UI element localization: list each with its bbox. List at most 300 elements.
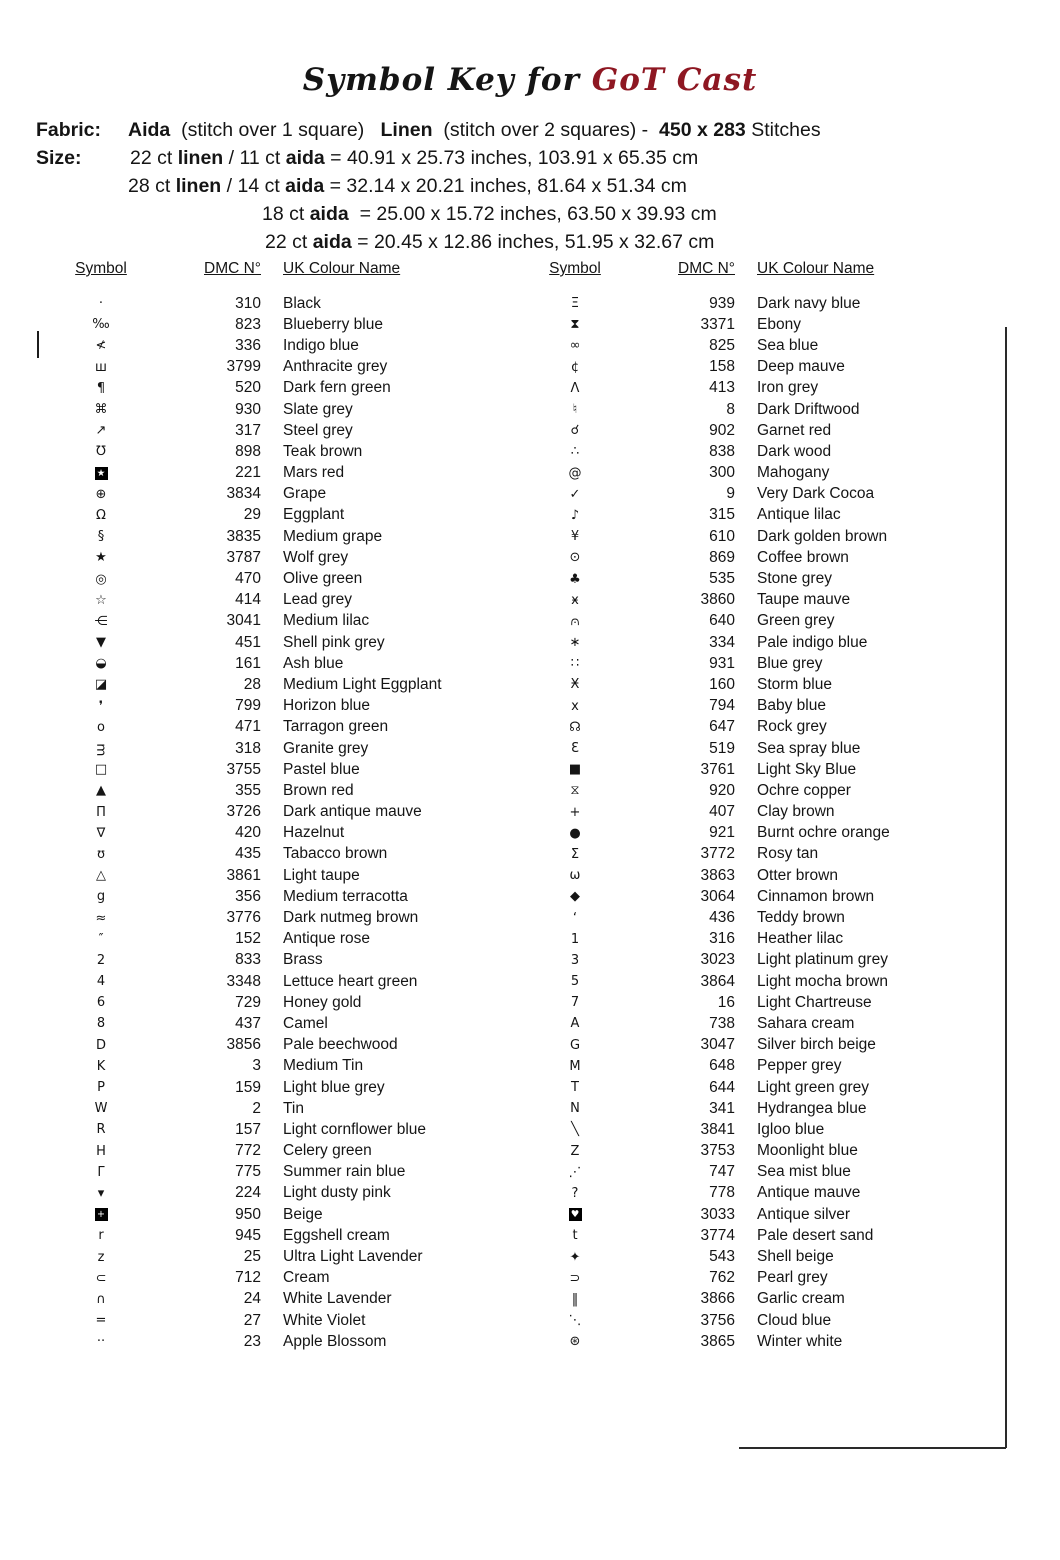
symbol-cell: ⊙ [569, 550, 581, 566]
dmc-number-cell: 2 [252, 1099, 261, 1117]
table-row [510, 907, 1006, 928]
colour-name-cell: Sahara cream [757, 1014, 855, 1032]
table-row [36, 759, 510, 780]
symbol-cell: ʊ [96, 846, 106, 862]
dmc-number-cell: 152 [235, 930, 261, 948]
size-line [36, 144, 1060, 172]
symbol-cell: Π [96, 804, 106, 820]
colour-name-cell: Lead grey [283, 591, 352, 609]
dmc-number-cell: 535 [709, 570, 735, 588]
table-row [510, 505, 1006, 526]
text-segment: 450 x 283 [659, 119, 746, 141]
dmc-number-cell: 3 [252, 1057, 261, 1075]
table-row [36, 547, 510, 568]
colour-name-cell: Iron grey [757, 379, 819, 397]
symbol-cell: ⧖ [570, 783, 580, 799]
dmc-number-cell: 160 [709, 675, 735, 693]
dmc-number-cell: 437 [235, 1014, 261, 1032]
symbol-cell: ω [569, 868, 581, 884]
colour-name-cell: Celery green [283, 1142, 372, 1160]
colour-name-cell: Antique lilac [757, 506, 841, 524]
symbol-cell: o [97, 719, 105, 735]
table-row [36, 1225, 510, 1246]
dmc-number-cell: 3864 [700, 972, 735, 990]
table-row [510, 1141, 1006, 1162]
header-symbol: Symbol [75, 260, 127, 277]
table-row [510, 590, 1006, 611]
symbol-cell: ◒ [95, 656, 107, 672]
dmc-number-cell: 3841 [700, 1120, 735, 1138]
dmc-number-cell: 3371 [700, 315, 735, 333]
symbol-cell: ᴟ [96, 741, 106, 757]
symbol-cell: N [570, 1101, 580, 1117]
colour-name-cell: Sea spray blue [757, 739, 861, 757]
dmc-number-cell: 3772 [700, 845, 735, 863]
text-segment: Linen [380, 119, 433, 141]
symbol-cell: 3 [570, 952, 580, 968]
dmc-number-cell: 772 [235, 1142, 261, 1160]
symbol-cell: ↗ [95, 423, 107, 439]
dmc-number-cell: 3064 [700, 887, 735, 905]
colour-name-cell: Horizon blue [283, 697, 371, 715]
table-row [510, 357, 1006, 378]
inverted-symbol: + [95, 1208, 108, 1221]
header-dmc: DMC N° [678, 260, 735, 277]
colour-name-cell: Indigo blue [283, 336, 359, 354]
colour-name-cell: White Violet [283, 1311, 366, 1329]
dmc-number-cell: 3856 [226, 1036, 261, 1054]
text-segment: 28 ct [128, 175, 176, 197]
dmc-number-cell: 336 [235, 336, 261, 354]
colour-name-cell: Dark golden brown [757, 527, 888, 545]
colour-name-cell: Antique silver [757, 1205, 851, 1223]
table-header-left [36, 258, 510, 280]
dmc-number-cell: 640 [709, 612, 735, 630]
colour-name-cell: Steel grey [283, 421, 353, 439]
table-row [36, 378, 510, 399]
dmc-number-cell: 315 [709, 506, 735, 524]
dmc-number-cell: 3726 [226, 803, 261, 821]
dmc-number-cell: 610 [709, 527, 735, 545]
dmc-number-cell: 23 [243, 1332, 261, 1350]
colour-name-cell: Medium Tin [283, 1057, 364, 1075]
table-row [510, 717, 1006, 738]
table-row [36, 1246, 510, 1267]
dmc-number-cell: 3774 [700, 1226, 735, 1244]
table-row [510, 1268, 1006, 1289]
dmc-number-cell: 9 [726, 485, 735, 503]
colour-name-cell: Tarragon green [283, 718, 389, 736]
table-row [36, 441, 510, 462]
colour-name-cell: Granite grey [283, 739, 369, 757]
colour-name-cell: Pale indigo blue [757, 633, 868, 651]
dmc-number-cell: 729 [235, 993, 261, 1011]
symbol-cell: ♣ [569, 571, 581, 587]
dmc-number-cell: 3755 [226, 760, 261, 778]
dmc-number-cell: 930 [235, 400, 261, 418]
symbol-cell: ♮ [572, 402, 578, 418]
symbol-cell: ● [569, 825, 581, 841]
symbol-cell: ∇ [96, 825, 106, 841]
fabric-label: Fabric: [36, 119, 102, 141]
header-colour-name: UK Colour Name [757, 260, 875, 277]
table-row [510, 1246, 1006, 1267]
table-row [510, 674, 1006, 695]
dmc-number-cell: 3835 [226, 527, 261, 545]
symbol-cell: x [571, 698, 579, 714]
colour-name-cell: Blue grey [757, 654, 823, 672]
table-row [36, 1035, 510, 1056]
text-segment: aida [285, 175, 325, 197]
colour-name-cell: Taupe mauve [757, 591, 851, 609]
colour-name-cell: Wolf grey [283, 548, 349, 566]
colour-name-cell: Garlic cream [757, 1290, 845, 1308]
colour-name-cell: Ochre copper [757, 781, 851, 799]
symbol-cell: r [98, 1228, 104, 1244]
symbol-cell: W [94, 1101, 108, 1117]
colour-name-cell: Pepper grey [757, 1057, 842, 1075]
colour-name-cell: Summer rain blue [283, 1163, 406, 1181]
symbol-cell: 2 [96, 952, 106, 968]
table-row [36, 568, 510, 589]
dmc-number-cell: 29 [243, 506, 261, 524]
table-row [36, 886, 510, 907]
symbol-cell: ӿ [571, 592, 579, 608]
dmc-number-cell: 161 [235, 654, 261, 672]
table-row [510, 1077, 1006, 1098]
colour-name-cell: Black [283, 294, 321, 312]
dmc-number-cell: 648 [709, 1057, 735, 1075]
symbol-cell: Ɛ [571, 741, 579, 757]
table-row [510, 420, 1006, 441]
dmc-number-cell: 470 [235, 570, 261, 588]
table-row [510, 378, 1006, 399]
table-row [510, 293, 1006, 314]
table-row [510, 568, 1006, 589]
colour-name-cell: Antique rose [283, 930, 371, 948]
table-row [36, 907, 510, 928]
text-segment: (stitch over 2 squares) - [432, 119, 660, 141]
symbol-cell: ‰ [92, 317, 110, 333]
table-row [36, 950, 510, 971]
dmc-number-cell: 738 [709, 1014, 735, 1032]
colour-name-cell: Anthracite grey [283, 358, 388, 376]
table-row [36, 929, 510, 950]
table-row [36, 357, 510, 378]
page-border-right [1005, 327, 1007, 1448]
table-row [510, 802, 1006, 823]
table-row [510, 1289, 1006, 1310]
colour-name-cell: Cinnamon brown [757, 887, 875, 905]
dmc-number-cell: 334 [709, 633, 735, 651]
symbol-cell: H [96, 1143, 106, 1159]
table-row [510, 696, 1006, 717]
dmc-number-cell: 316 [709, 930, 735, 948]
colour-name-cell: White Lavender [283, 1290, 392, 1308]
colour-name-cell: Light blue grey [283, 1078, 385, 1096]
text-segment: Stitches [745, 119, 821, 141]
table-row [510, 823, 1006, 844]
symbol-cell: ? [571, 1185, 579, 1201]
table-row [36, 1183, 510, 1204]
colour-name-cell: Silver birch beige [757, 1036, 876, 1054]
dmc-number-cell: 3023 [700, 951, 735, 969]
colour-name-cell: Tabacco brown [283, 845, 388, 863]
dmc-number-cell: 24 [243, 1290, 261, 1308]
symbol-cell: T [571, 1080, 579, 1096]
symbol-cell: ·· [96, 1334, 106, 1350]
symbol-cell: ∗ [569, 635, 581, 651]
colour-name-cell: Pale beechwood [283, 1036, 398, 1054]
symbol-cell: ⧗ [570, 317, 580, 333]
header-symbol: Symbol [549, 260, 601, 277]
table-row [36, 823, 510, 844]
dmc-number-cell: 3348 [226, 972, 261, 990]
symbol-cell: ⊂ [95, 1270, 107, 1286]
symbol-cell: ◎ [95, 571, 107, 587]
table-row [510, 950, 1006, 971]
colour-name-cell: Shell beige [757, 1248, 834, 1266]
symbol-cell: ★ [95, 550, 107, 566]
table-row [36, 632, 510, 653]
table-row [510, 441, 1006, 462]
colour-name-cell: Apple Blossom [283, 1332, 387, 1350]
table-row [510, 314, 1006, 335]
symbol-cell: Σ [570, 846, 580, 862]
table-row [36, 484, 510, 505]
dmc-number-cell: 902 [709, 421, 735, 439]
colour-name-cell: Dark Driftwood [757, 400, 860, 418]
dmc-number-cell: 407 [709, 803, 735, 821]
symbol-cell: ⊕ [95, 486, 107, 502]
colour-name-cell: Dark antique mauve [283, 803, 422, 821]
colour-name-cell: Beige [283, 1205, 323, 1223]
dmc-number-cell: 3776 [226, 909, 261, 927]
page-title-plain: Symbol Key for [302, 62, 592, 98]
symbol-cell: = [95, 1313, 107, 1329]
text-segment: linen [177, 147, 224, 169]
symbol-cell: Ω [96, 507, 106, 523]
fabric-text [128, 119, 821, 141]
symbol-cell: ⩀ [570, 613, 580, 629]
table-row [36, 526, 510, 547]
colour-name-cell: Olive green [283, 570, 363, 588]
table-row [36, 865, 510, 886]
dmc-number-cell: 3799 [226, 358, 261, 376]
text-segment: = 25.00 x 15.72 inches, 63.50 x 39.93 cm [348, 203, 717, 225]
text-segment: / 14 ct [221, 175, 286, 197]
table-row [36, 505, 510, 526]
symbol-cell: M [569, 1058, 581, 1074]
table-row [36, 992, 510, 1013]
table-row [36, 674, 510, 695]
table-row [510, 1331, 1006, 1352]
colour-name-cell: Light taupe [283, 866, 360, 884]
symbol-cell: Ӿ [570, 677, 580, 693]
dmc-number-cell: 898 [235, 442, 261, 460]
dmc-number-cell: 436 [709, 909, 735, 927]
text-segment: linen [175, 175, 222, 197]
colour-name-cell: Medium lilac [283, 612, 370, 630]
dmc-number-cell: 647 [709, 718, 735, 736]
colour-name-cell: Honey gold [283, 993, 362, 1011]
dmc-number-cell: 221 [235, 464, 261, 482]
table-row [36, 611, 510, 632]
symbol-cell: K [96, 1058, 106, 1074]
symbol-cell: ◪ [94, 677, 108, 693]
dmc-number-cell: 945 [235, 1226, 261, 1244]
colour-name-cell: Rosy tan [757, 845, 819, 863]
dmc-number-cell: 747 [709, 1163, 735, 1181]
pattern-info [36, 116, 1060, 256]
header-dmc: DMC N° [204, 260, 261, 277]
table-row [510, 526, 1006, 547]
table-row [36, 802, 510, 823]
colour-name-cell: Light green grey [757, 1078, 870, 1096]
dmc-number-cell: 451 [235, 633, 261, 651]
dmc-number-cell: 519 [709, 739, 735, 757]
dmc-number-cell: 833 [235, 951, 261, 969]
colour-name-cell: Teak brown [283, 442, 363, 460]
colour-name-cell: Ash blue [283, 654, 344, 672]
dmc-number-cell: 712 [235, 1269, 261, 1287]
colour-name-cell: Storm blue [757, 675, 832, 693]
table-row [510, 971, 1006, 992]
colour-name-cell: Camel [283, 1014, 328, 1032]
text-segment: 22 ct [130, 147, 178, 169]
symbol-cell: · [98, 296, 104, 312]
colour-name-cell: Dark navy blue [757, 294, 861, 312]
size-line [36, 172, 1060, 200]
dmc-number-cell: 644 [709, 1078, 735, 1096]
dmc-number-cell: 157 [235, 1120, 261, 1138]
dmc-number-cell: 3861 [226, 866, 261, 884]
dmc-number-cell: 3863 [700, 866, 735, 884]
symbol-cell: ☌ [570, 423, 580, 439]
symbol-cell: ″ [98, 931, 104, 947]
fabric-line [36, 116, 1060, 144]
table-row [36, 971, 510, 992]
symbol-cell: ⊛ [569, 1334, 581, 1350]
symbol-cell: § [97, 529, 105, 545]
dmc-number-cell: 3761 [700, 760, 735, 778]
symbol-cell: P [97, 1080, 105, 1096]
symbol-cell: ℧ [96, 444, 106, 460]
symbol-cell: ◆ [570, 889, 580, 905]
symbol-cell: ▲ [96, 783, 106, 799]
table-row [36, 420, 510, 441]
dmc-number-cell: 794 [709, 697, 735, 715]
table-row [510, 1119, 1006, 1140]
table-row [510, 738, 1006, 759]
symbol-cell: ¶ [96, 380, 106, 396]
dmc-number-cell: 3753 [700, 1142, 735, 1160]
text-segment: 18 ct [262, 203, 310, 225]
symbol-cell: g [96, 889, 106, 905]
text-segment: Aida [128, 119, 171, 141]
table-row [510, 844, 1006, 865]
dmc-number-cell: 420 [235, 824, 261, 842]
dmc-number-cell: 921 [709, 824, 735, 842]
symbol-cell: ❜ [98, 698, 104, 714]
text-segment: / 11 ct [223, 147, 286, 169]
table-row [36, 1268, 510, 1289]
symbol-cell: @ [568, 465, 582, 481]
table-row [510, 484, 1006, 505]
page-border-bottom [739, 1447, 1006, 1449]
colour-name-cell: Very Dark Cocoa [757, 485, 875, 503]
symbol-cell: ☊ [569, 719, 581, 735]
symbol-cell: ≈ [95, 910, 107, 926]
symbol-cell: ‖ [571, 1291, 579, 1307]
table-row [510, 463, 1006, 484]
table-row [36, 717, 510, 738]
page-title [0, 60, 1060, 100]
dmc-number-cell: 414 [235, 591, 261, 609]
dmc-number-cell: 16 [717, 993, 735, 1011]
symbol-cell: G [569, 1037, 581, 1053]
dmc-number-cell: 3860 [700, 591, 735, 609]
symbol-cell: ∞ [569, 338, 581, 354]
symbol-cell: 8 [96, 1016, 106, 1032]
colour-name-cell: Mars red [283, 464, 345, 482]
text-segment: (stitch over 1 square) [170, 119, 381, 141]
colour-name-cell: Ebony [757, 315, 801, 333]
table-row [510, 992, 1006, 1013]
symbol-cell: ш [95, 359, 107, 375]
dmc-number-cell: 3756 [700, 1311, 735, 1329]
colour-name-cell: Dark nutmeg brown [283, 909, 419, 927]
colour-name-cell: Heather lilac [757, 930, 844, 948]
colour-name-cell: Deep mauve [757, 358, 845, 376]
dmc-number-cell: 520 [235, 379, 261, 397]
dmc-number-cell: 762 [709, 1269, 735, 1287]
colour-name-cell: Teddy brown [757, 909, 845, 927]
colour-name-cell: Rock grey [757, 718, 827, 736]
dmc-number-cell: 158 [709, 358, 735, 376]
page-border-left-tick [37, 331, 39, 358]
dmc-number-cell: 310 [235, 294, 261, 312]
table-row [36, 1310, 510, 1331]
symbol-cell: ¢ [570, 359, 580, 375]
table-row [36, 696, 510, 717]
inverted-symbol: ♥ [569, 1208, 582, 1221]
colour-name-cell: Light Sky Blue [757, 760, 857, 778]
dmc-number-cell: 300 [709, 464, 735, 482]
dmc-number-cell: 159 [235, 1078, 261, 1096]
table-row [36, 335, 510, 356]
table-row [510, 759, 1006, 780]
table-row [36, 1013, 510, 1034]
dmc-number-cell: 3866 [700, 1290, 735, 1308]
dmc-number-cell: 775 [235, 1163, 261, 1181]
symbol-cell: Ʌ [570, 380, 580, 396]
colour-name-cell: Blueberry blue [283, 315, 383, 333]
colour-name-cell: Eggplant [283, 506, 345, 524]
colour-name-cell: Stone grey [757, 570, 832, 588]
dmc-number-cell: 869 [709, 548, 735, 566]
dmc-number-cell: 543 [709, 1248, 735, 1266]
dmc-number-cell: 825 [709, 336, 735, 354]
table-row [36, 1098, 510, 1119]
colour-name-cell: Medium Light Eggplant [283, 675, 442, 693]
dmc-number-cell: 27 [243, 1311, 261, 1329]
table-row [36, 1162, 510, 1183]
table-row [510, 1013, 1006, 1034]
symbol-cell: ⋲ [94, 613, 108, 629]
colour-name-cell: Otter brown [757, 866, 838, 884]
dmc-number-cell: 3041 [226, 612, 261, 630]
